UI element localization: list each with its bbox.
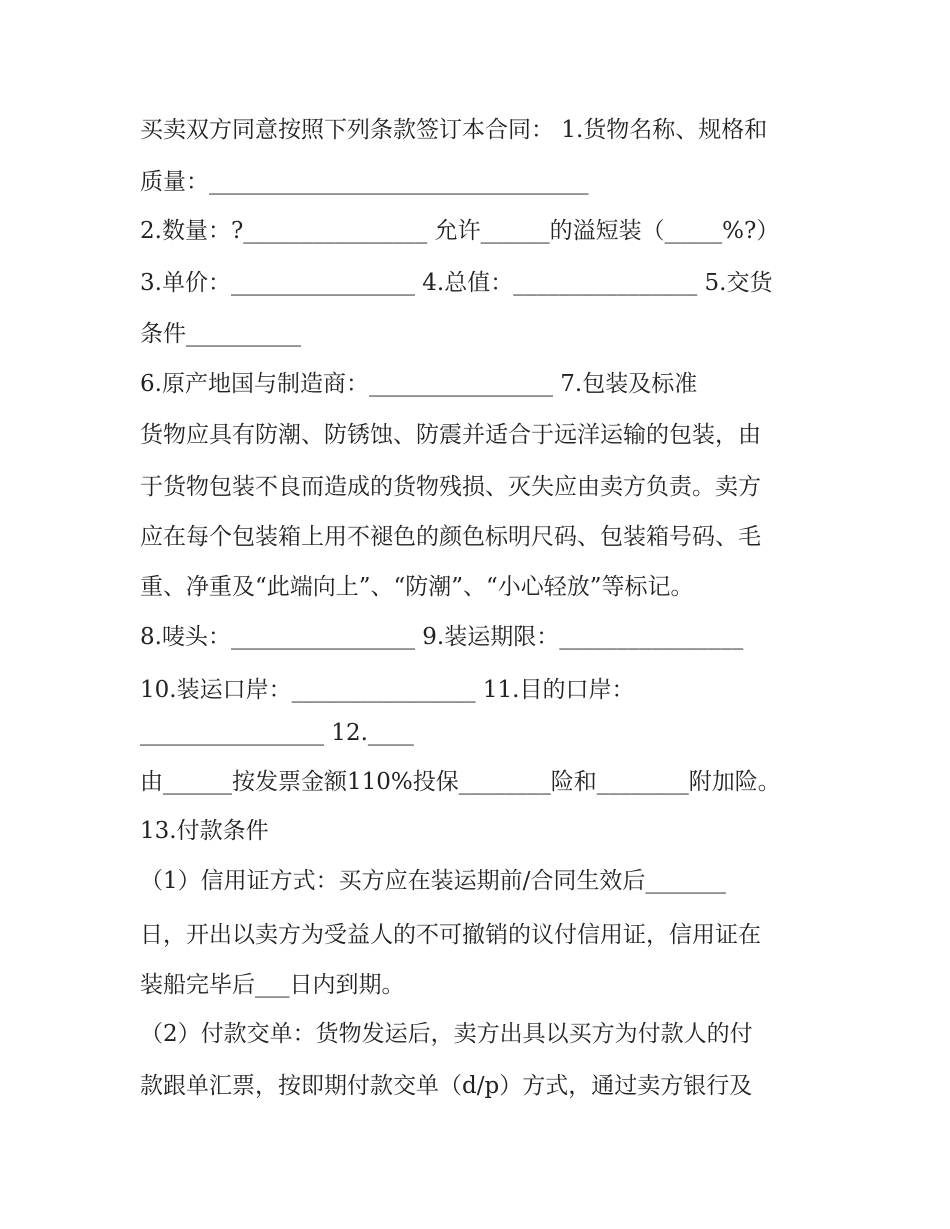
text-line: ________________ 12.____ bbox=[140, 720, 414, 746]
text-line: 装船完毕后___日内到期。 bbox=[140, 972, 405, 998]
text-line: 10.装运口岸：________________ 11.目的口岸： bbox=[140, 677, 635, 703]
text-line: （2）付款交单：货物发运后，卖方出具以买方为付款人的付 bbox=[140, 1021, 753, 1047]
section-heading: 13.付款条件 bbox=[140, 818, 269, 844]
text-line: 由______按发票金额110%投保________险和________附加险。 bbox=[140, 769, 781, 795]
text-line: （1）信用证方式：买方应在装运期前/合同生效后_______ bbox=[140, 868, 726, 894]
text-line: 条件__________ bbox=[140, 321, 301, 347]
text-line: 货物应具有防潮、防锈蚀、防震并适合于远洋运输的包装，由 bbox=[140, 422, 761, 448]
text-line: 应在每个包装箱上用不褪色的颜色标明尺码、包装箱号码、毛 bbox=[140, 524, 761, 550]
text-line: 重、净重及“此端向上”、“防潮”、“小心轻放”等标记。 bbox=[140, 574, 694, 600]
text-line: 2.数量：?________________ 允许______的溢短装（_____%?） bbox=[140, 218, 780, 244]
text-line: 质量：_________________________________ bbox=[140, 169, 589, 195]
text-line: 买卖双方同意按照下列条款签订本合同： 1.货物名称、规格和 bbox=[140, 117, 768, 143]
text-line: 日，开出以卖方为受益人的不可撤销的议付信用证，信用证在 bbox=[140, 922, 761, 948]
text-line: 8.唛头：________________ 9.装运期限：________________ bbox=[140, 624, 744, 650]
text-line: 3.单价：________________ 4.总值：________________ 5.交货 bbox=[140, 270, 773, 296]
text-line: 6.原产地国与制造商：________________ 7.包装及标准 bbox=[140, 371, 698, 397]
text-line: 款跟单汇票，按即期付款交单（d/p）方式，通过卖方银行及 bbox=[140, 1073, 753, 1099]
text-line: 于货物包装不良而造成的货物残损、灭失应由卖方负责。卖方 bbox=[140, 474, 761, 500]
